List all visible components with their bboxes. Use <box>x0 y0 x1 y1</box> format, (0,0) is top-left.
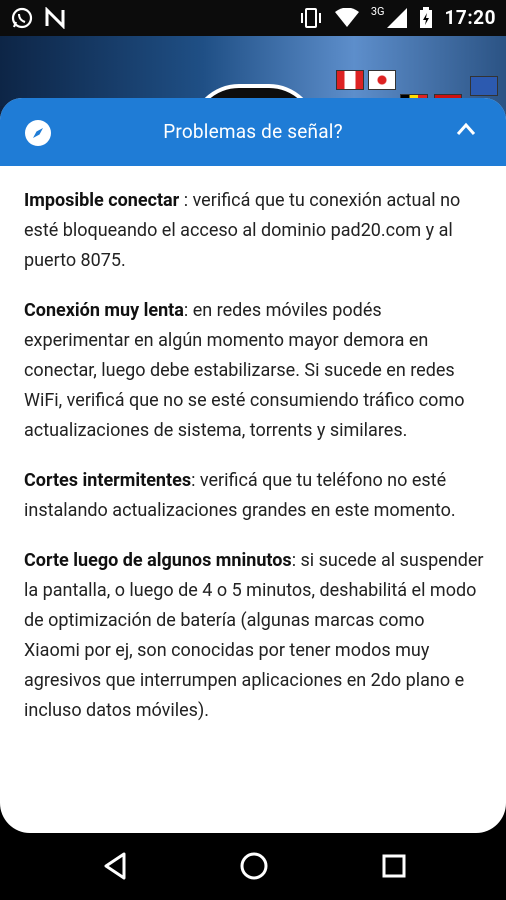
tip-text: : verificá que tu teléfono no esté instalando actualizaciones grandes en este momento. <box>24 470 456 521</box>
tip-heading: Conexión muy lenta <box>24 300 184 321</box>
navigation-bar <box>0 833 506 900</box>
chevron-up-icon[interactable] <box>456 122 476 136</box>
vibrate-icon <box>299 7 323 29</box>
flag-canada <box>336 70 364 90</box>
tip-slow-connection <box>24 296 484 446</box>
tip-intermittent-cuts <box>24 466 484 526</box>
tip-cut-after-minutes <box>24 546 484 726</box>
n-app-icon <box>44 7 66 29</box>
status-right <box>299 6 496 29</box>
home-icon[interactable] <box>239 851 269 881</box>
tip-text: : verificá que tu conexión actual no esté bloqueando el acceso al dominio pad20.com y al puerto 8075. <box>24 190 461 271</box>
tip-text: : si sucede al suspender la pantalla, o luego de 4 o 5 minutos, deshabilitá el modo de optimización de batería (algunas marcas como Xiaomi por ej, son conocidas por tener modos muy agresivos que interrumpen aplicaciones en 2do plano e incluso datos móviles). <box>24 550 484 721</box>
wifi-icon <box>335 8 359 28</box>
back-icon[interactable] <box>102 851 128 881</box>
whatsapp-icon <box>10 6 34 30</box>
tip-heading: Imposible conectar <box>24 190 180 211</box>
signal-problems-card <box>0 98 506 833</box>
status-left <box>10 6 66 30</box>
status-bar <box>0 0 506 36</box>
recents-icon[interactable] <box>381 851 407 881</box>
network-type: 3G <box>370 5 385 18</box>
card-header[interactable] <box>0 98 506 166</box>
tip-impossible-connect <box>24 186 484 276</box>
card-body <box>0 166 506 726</box>
battery-icon <box>419 7 433 29</box>
tip-heading: Corte luego de algunos mninutos <box>24 550 292 571</box>
flag-generic <box>470 76 498 96</box>
card-title: Problemas de señal? <box>163 120 343 143</box>
signal-icon <box>387 8 407 28</box>
flag-japan <box>368 70 396 90</box>
tip-text: : en redes móviles podés experimentar en algún momento mayor demora en conectar, luego debe estabilizarse. Si sucede en redes WiFi, verificá que no se esté consumiendo tráfico como actualizaciones de sistema, torrents y similares. <box>24 300 465 441</box>
tip-heading: Cortes intermitentes <box>24 470 192 491</box>
status-time: 17:20 <box>444 6 496 29</box>
